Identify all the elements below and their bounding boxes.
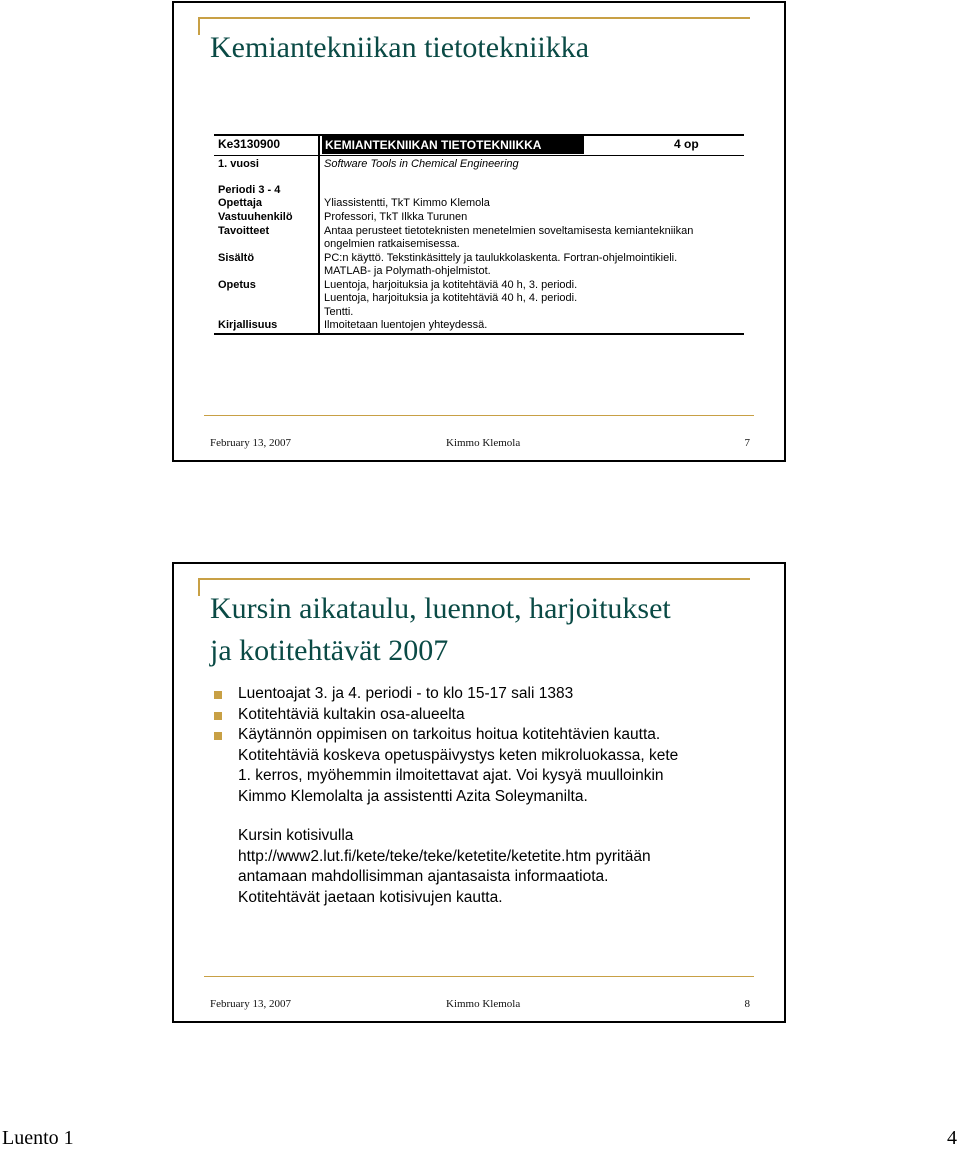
responsible-label: Vastuuhenkilö: [218, 211, 293, 223]
title-rule-vertical: [198, 578, 200, 596]
footer-author: Kimmo Klemola: [446, 998, 521, 1010]
square-bullet-icon: [214, 712, 222, 720]
goals-line-1: Antaa perusteet tietoteknisten menetelmien soveltamisesta kemiantekniikan: [324, 225, 694, 237]
teacher-label: Opettaja: [218, 197, 263, 209]
goals-line-2: ongelmien ratkaisemisessa.: [324, 238, 460, 250]
list-item: Käytännön oppimisen on tarkoitus hoitua kotitehtävien kautta. Kotitehtäviä koskeva opetuspäivystys keten mikroluokassa, kete 1. kerros, myöhemmin ilmoitettavat ajat. Voi kysyä muulloinkin Kimmo Klemolalta ja assistentti Azita Soleymanilta.: [214, 725, 764, 807]
square-bullet-icon: [214, 691, 222, 699]
teaching-line-2: Luentoja, harjoituksia ja kotitehtäviä 40 h, 4. periodi.: [324, 292, 578, 304]
table-rule-mid: [214, 155, 744, 156]
list-item: Luentoajat 3. ja 4. periodi - to klo 15-17 sali 1383: [214, 684, 764, 705]
course-code: Ke3130900: [218, 137, 281, 151]
slide-title-line-2: ja kotitehtävät 2007: [210, 634, 449, 667]
teacher-value: Yliassistentti, TkT Kimmo Klemola: [324, 197, 490, 209]
slide-7: [172, 1, 786, 462]
handout-footer-label: Luento 1: [2, 1127, 74, 1149]
footer-slide-number: 8: [744, 998, 750, 1010]
course-english-name: Software Tools in Chemical Engineering: [324, 158, 519, 170]
footer-author: Kimmo Klemola: [446, 437, 521, 449]
handout-page-number: 4: [947, 1127, 957, 1149]
title-rule: [198, 17, 750, 19]
title-rule-vertical: [198, 17, 200, 35]
course-year: 1. vuosi: [218, 158, 259, 170]
homepage-paragraph: Kursin kotisivulla http://www2.lut.fi/kete/teke/teke/ketetite/ketetite.htm pyritään antamaan mahdollisimman ajantasaista informaatiota. Kotitehtävät jaetaan kotisivujen kautta.: [214, 826, 764, 908]
square-bullet-icon: [214, 732, 222, 740]
slide-8: [172, 562, 786, 1023]
literature-value: Ilmoitetaan luentojen yhteydessä.: [324, 319, 488, 331]
slide-title: [210, 588, 671, 672]
footer-rule: [204, 976, 754, 977]
table-rule-bottom: [214, 333, 744, 335]
teaching-line-1: Luentoja, harjoituksia ja kotitehtäviä 40 h, 3. periodi.: [324, 279, 578, 291]
slide-title: Kemiantekniikan tietotekniikka: [210, 31, 590, 64]
content-line-2: MATLAB- ja Polymath-ohjelmistot.: [324, 265, 491, 277]
footer-rule: [204, 415, 754, 416]
footer-date: February 13, 2007: [210, 998, 291, 1010]
literature-label: Kirjallisuus: [218, 319, 278, 331]
course-info-table: [214, 133, 744, 337]
content-label: Sisältö: [218, 252, 255, 264]
goals-label: Tavoitteet: [218, 225, 270, 237]
content-line-1: PC:n käyttö. Tekstinkäsittely ja taulukkolaskenta. Fortran-ohjelmointikieli.: [324, 252, 678, 264]
teaching-label: Opetus: [218, 279, 256, 291]
footer-date: February 13, 2007: [210, 437, 291, 449]
slide-title-line-1: Kursin aikataulu, luennot, harjoitukset: [210, 592, 671, 625]
footer-slide-number: 7: [744, 437, 750, 449]
period-label: Periodi 3 - 4: [218, 184, 281, 196]
course-name: KEMIANTEKNIIKAN TIETOTEKNIIKKA: [322, 136, 584, 154]
responsible-value: Professori, TkT Ilkka Turunen: [324, 211, 468, 223]
teaching-line-3: Tentti.: [324, 306, 354, 318]
course-credits: 4 op: [674, 137, 699, 151]
list-item: Kotitehtäviä kultakin osa-alueelta: [214, 705, 764, 726]
bullet-list: [214, 684, 764, 908]
table-rule-vertical: [318, 134, 320, 335]
course-homepage-link[interactable]: http://www2.lut.fi/kete/teke/teke/ketetite/ketetite.htm pyritään: [238, 847, 651, 865]
title-rule: [198, 578, 750, 580]
